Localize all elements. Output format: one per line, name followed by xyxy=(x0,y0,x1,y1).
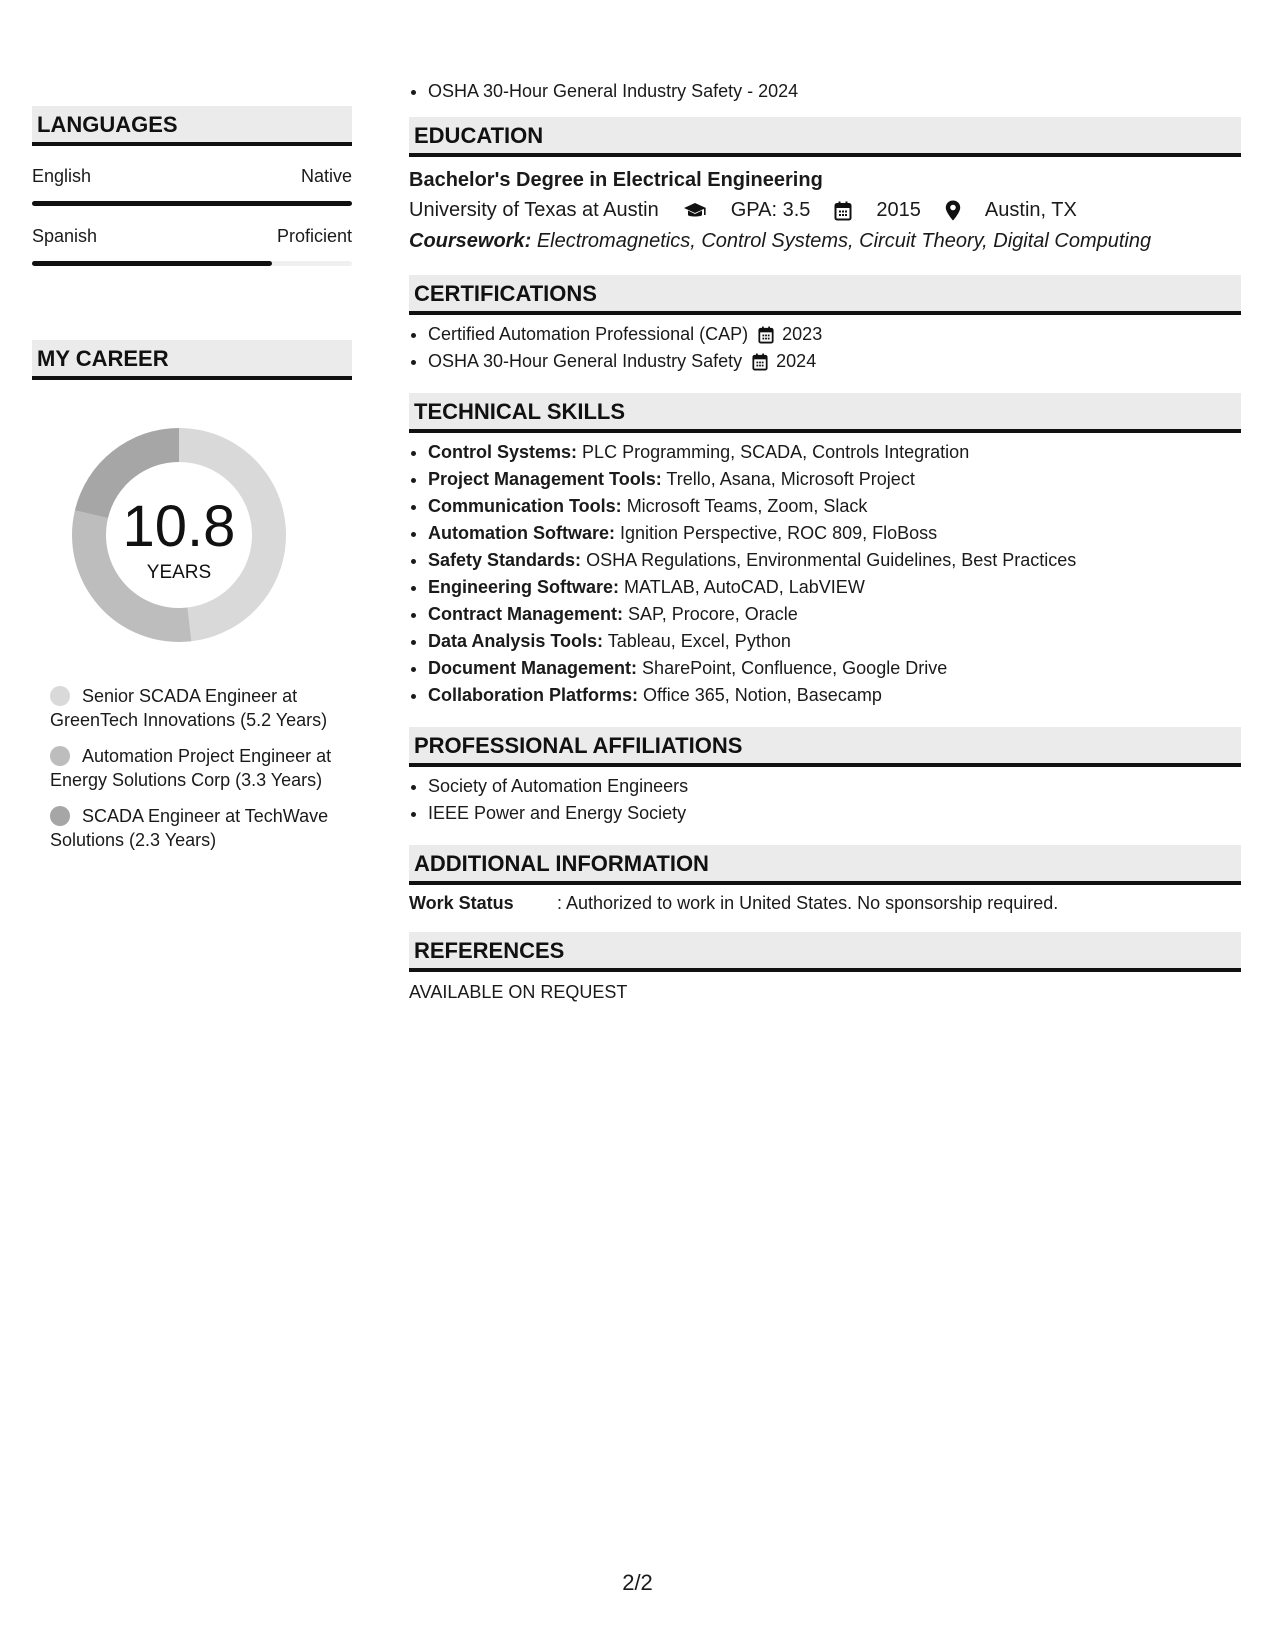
affiliations-list xyxy=(409,773,1241,827)
career-legend-item xyxy=(50,744,352,792)
graduation-cap-icon xyxy=(671,195,719,226)
list-item xyxy=(428,348,1241,375)
school-location: Austin, TX xyxy=(984,199,1077,221)
skill-item xyxy=(428,439,1241,466)
skill-value: MATLAB, AutoCAD, LabVIEW xyxy=(624,577,865,597)
legend-dot xyxy=(50,806,70,826)
language-bar-fill xyxy=(32,201,352,206)
work-status-value: : Authorized to work in United States. No sponsorship required. xyxy=(557,893,1059,913)
coursework-label: Coursework: xyxy=(409,230,532,252)
language-bar-fill xyxy=(32,261,272,266)
skill-label: Control Systems: xyxy=(428,442,578,462)
skill-value: Office 365, Notion, Basecamp xyxy=(643,685,882,705)
additional-info-heading: ADDITIONAL INFORMATION xyxy=(409,845,1241,885)
skill-item xyxy=(428,466,1241,493)
work-status-row xyxy=(409,893,1241,914)
skill-label: Document Management: xyxy=(428,658,638,678)
cert-year: 2024 xyxy=(776,351,817,371)
calendar-icon xyxy=(752,348,772,375)
map-pin-icon xyxy=(933,195,973,226)
page-number: 2/2 xyxy=(622,1570,653,1595)
language-name: English xyxy=(32,166,92,186)
skill-value: SharePoint, Confluence, Google Drive xyxy=(642,658,948,678)
skill-item xyxy=(428,547,1241,574)
skill-label: Contract Management: xyxy=(428,604,624,624)
skill-label: Automation Software: xyxy=(428,523,615,543)
affiliations-section xyxy=(409,727,1241,827)
language-bar xyxy=(32,261,352,266)
career-legend-item xyxy=(50,684,352,732)
calendar-icon xyxy=(758,321,778,348)
continued-certifications-list xyxy=(409,78,1241,105)
skill-value: Microsoft Teams, Zoom, Slack xyxy=(626,496,868,516)
legend-dot xyxy=(50,686,70,706)
skill-value: SAP, Procore, Oracle xyxy=(628,604,798,624)
skill-value: Tableau, Excel, Python xyxy=(607,631,791,651)
skills-heading: TECHNICAL SKILLS xyxy=(409,393,1241,433)
career-total-unit: YEARS xyxy=(146,562,212,583)
gpa: GPA: 3.5 xyxy=(730,199,811,221)
career-heading: MY CAREER xyxy=(32,340,352,380)
career-donut-chart xyxy=(64,420,294,650)
coursework-list: Electromagnetics, Control Systems, Circuit Theory, Digital Computing xyxy=(536,230,1152,252)
languages-heading: LANGUAGES xyxy=(32,106,352,146)
education-details xyxy=(409,195,1241,226)
skill-item xyxy=(428,601,1241,628)
language-level: Native xyxy=(300,166,352,186)
left-column xyxy=(32,106,352,864)
references-section xyxy=(409,932,1241,1003)
degree-title: Bachelor's Degree in Electrical Engineering xyxy=(409,169,823,191)
certifications-list xyxy=(409,321,1241,375)
skill-item xyxy=(428,655,1241,682)
career-section xyxy=(32,340,352,852)
education-heading: EDUCATION xyxy=(409,117,1241,157)
additional-info-section xyxy=(409,845,1241,914)
list-item xyxy=(428,321,1241,348)
skills-list xyxy=(409,439,1241,709)
technical-skills-section xyxy=(409,393,1241,709)
graduation-year: 2015 xyxy=(876,199,921,221)
legend-dot xyxy=(50,746,70,766)
skill-label: Collaboration Platforms: xyxy=(428,685,639,705)
career-legend-text: Automation Project Engineer at Energy Solutions Corp (3.3 Years) xyxy=(50,746,332,790)
calendar-icon xyxy=(822,195,864,226)
career-legend-text: SCADA Engineer at TechWave Solutions (2.3 Years) xyxy=(50,806,329,850)
career-total-years: 10.8 xyxy=(122,494,236,559)
skill-item xyxy=(428,682,1241,709)
skill-label: Data Analysis Tools: xyxy=(428,631,604,651)
cert-year: 2023 xyxy=(782,324,823,344)
skill-label: Safety Standards: xyxy=(428,550,582,570)
skill-item xyxy=(428,628,1241,655)
work-status-label: Work Status xyxy=(409,893,514,913)
skill-label: Engineering Software: xyxy=(428,577,620,597)
references-text: AVAILABLE ON REQUEST xyxy=(409,982,628,1002)
skill-label: Communication Tools: xyxy=(428,496,622,516)
career-legend-text: Senior SCADA Engineer at GreenTech Innovations (5.2 Years) xyxy=(50,686,328,730)
list-item: • IEEE Power and Energy Society xyxy=(428,800,1241,827)
skill-item xyxy=(428,574,1241,601)
skill-value: Ignition Perspective, ROC 809, FloBoss xyxy=(620,523,938,543)
education-section xyxy=(409,117,1241,257)
languages-section xyxy=(32,106,352,266)
list-item: • Society of Automation Engineers xyxy=(428,773,1241,800)
language-item xyxy=(32,166,352,206)
language-name: Spanish xyxy=(32,226,98,246)
list-item: • OSHA 30-Hour General Industry Safety - 2024 xyxy=(428,78,1241,105)
school-name: University of Texas at Austin xyxy=(409,199,659,221)
language-level: Proficient xyxy=(276,226,352,246)
skill-value: PLC Programming, SCADA, Controls Integration xyxy=(582,442,970,462)
language-item xyxy=(32,226,352,266)
cert-name: Certified Automation Professional (CAP) xyxy=(428,324,749,344)
career-legend xyxy=(50,684,352,852)
cert-name: OSHA 30-Hour General Industry Safety xyxy=(428,351,743,371)
references-heading: REFERENCES xyxy=(409,932,1241,972)
coursework xyxy=(409,226,1241,257)
skill-item xyxy=(428,493,1241,520)
certifications-heading: CERTIFICATIONS xyxy=(409,275,1241,315)
certifications-section xyxy=(409,275,1241,375)
skill-value: Trello, Asana, Microsoft Project xyxy=(666,469,915,489)
language-bar xyxy=(32,201,352,206)
skill-value: OSHA Regulations, Environmental Guidelines, Best Practices xyxy=(586,550,1077,570)
skill-item xyxy=(428,520,1241,547)
affiliations-heading: PROFESSIONAL AFFILIATIONS xyxy=(409,727,1241,767)
career-legend-item xyxy=(50,804,352,852)
right-column xyxy=(409,78,1241,1021)
skill-label: Project Management Tools: xyxy=(428,469,662,489)
